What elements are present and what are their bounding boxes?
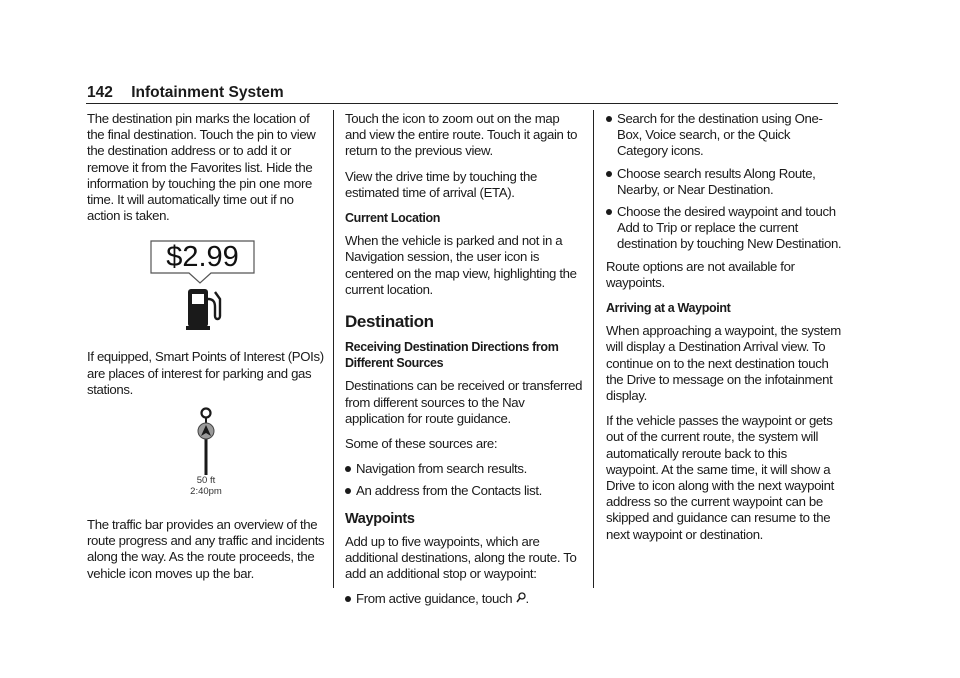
paragraph-zoom-route: Touch the icon to zoom out on the map and view the entire route. Touch it again to return to the previous view. [345, 111, 578, 159]
subheading-current-location: Current Location [345, 211, 441, 226]
paragraph-reroute: If the vehicle passes the waypoint or gets out of the current route, the system will automatically reroute back to this waypoint. At the same time, it will show a Drive to icon along with the next waypoint address so the current waypoint can be skipped and guidance can resume to the next waypoint or destination. [606, 413, 834, 542]
search-icon [516, 592, 526, 604]
column-2 [345, 111, 583, 613]
paragraph-smart-poi: If equipped, Smart Points of Interest (POIs) are places of interest for parking and gas stations. [87, 349, 324, 397]
column-divider-1 [333, 110, 334, 588]
paragraph-some-sources: Some of these sources are: [345, 436, 498, 452]
column-divider-2 [593, 110, 594, 588]
paragraph-traffic-bar: The traffic bar provides an overview of the route progress and any traffic and incidents along the way. As the route proceeds, the vehicle icon moves up the bar. [87, 517, 325, 581]
list-item: From active guidance, touch . [345, 591, 583, 607]
bullet-icon [606, 171, 612, 177]
bullet-icon [345, 466, 351, 472]
traffic-bar-figure [87, 407, 325, 503]
gas-pump-icon [184, 285, 228, 331]
paragraph-destination-pin: The destination pin marks the location of the final destination. Touch the pin to view the destination address or to add it or remove it from the Favorites list. Hide the information by touching the pin one more time. It will automatically time out if no action is taken. [87, 111, 316, 224]
page-header [87, 84, 284, 102]
subheading-arriving-waypoint: Arriving at a Waypoint [606, 301, 731, 316]
paragraph-waypoints: Add up to five waypoints, which are additional destinations, along the route. To add an additional stop or waypoint: [345, 533, 577, 582]
list-item: Choose the desired waypoint and touch Add to Trip or replace the current destination by touching New Destination. [606, 204, 842, 253]
heading-waypoints: Waypoints [345, 510, 415, 527]
column-3 [606, 111, 842, 552]
paragraph-drive-time: View the drive time by touching the estimated time of arrival (ETA). [345, 168, 538, 200]
heading-destination: Destination [345, 312, 434, 332]
paragraph-destination-sources: Destinations can be received or transferred from different sources to the Nav application for route guidance. [345, 378, 583, 426]
bullet-icon [606, 209, 612, 215]
column-1 [87, 111, 325, 591]
section-title: Infotainment System [131, 84, 284, 101]
waypoint-options-list [606, 111, 842, 253]
list-item: Search for the destination using One-Box, Voice search, or the Quick Category icons. [606, 111, 842, 160]
poi-time: 2:40pm [190, 486, 222, 498]
header-divider [86, 103, 838, 104]
bullet-icon [345, 488, 351, 494]
bullet-icon [345, 596, 351, 602]
bullet-icon [606, 116, 612, 122]
paragraph-current-location: When the vehicle is parked and not in a Navigation session, the user icon is centered on the map view, highlighting the current location. [345, 233, 577, 297]
list-item: An address from the Contacts list. [345, 483, 583, 499]
sources-list [345, 461, 583, 499]
gas-price-label: $2.99 [166, 241, 239, 274]
subheading-receiving-destinations: Receiving Destination Directions from Different Sources [345, 340, 559, 371]
traffic-bar-graphic [191, 407, 221, 475]
gas-price-figure [87, 233, 325, 337]
location-pin-icon [202, 409, 211, 418]
waypoint-steps-list [345, 591, 583, 607]
page-number: 142 [87, 84, 113, 101]
list-item: Navigation from search results. [345, 461, 583, 477]
list-item: Choose search results Along Route, Nearby, or Near Destination. [606, 166, 842, 198]
paragraph-route-options: Route options are not available for waypoints. [606, 258, 795, 290]
paragraph-arrival-view: When approaching a waypoint, the system will display a Destination Arrival view. To continue on to the next destination touch the Drive to message on the infotainment display. [606, 323, 841, 404]
poi-distance: 50 ft [196, 475, 216, 487]
